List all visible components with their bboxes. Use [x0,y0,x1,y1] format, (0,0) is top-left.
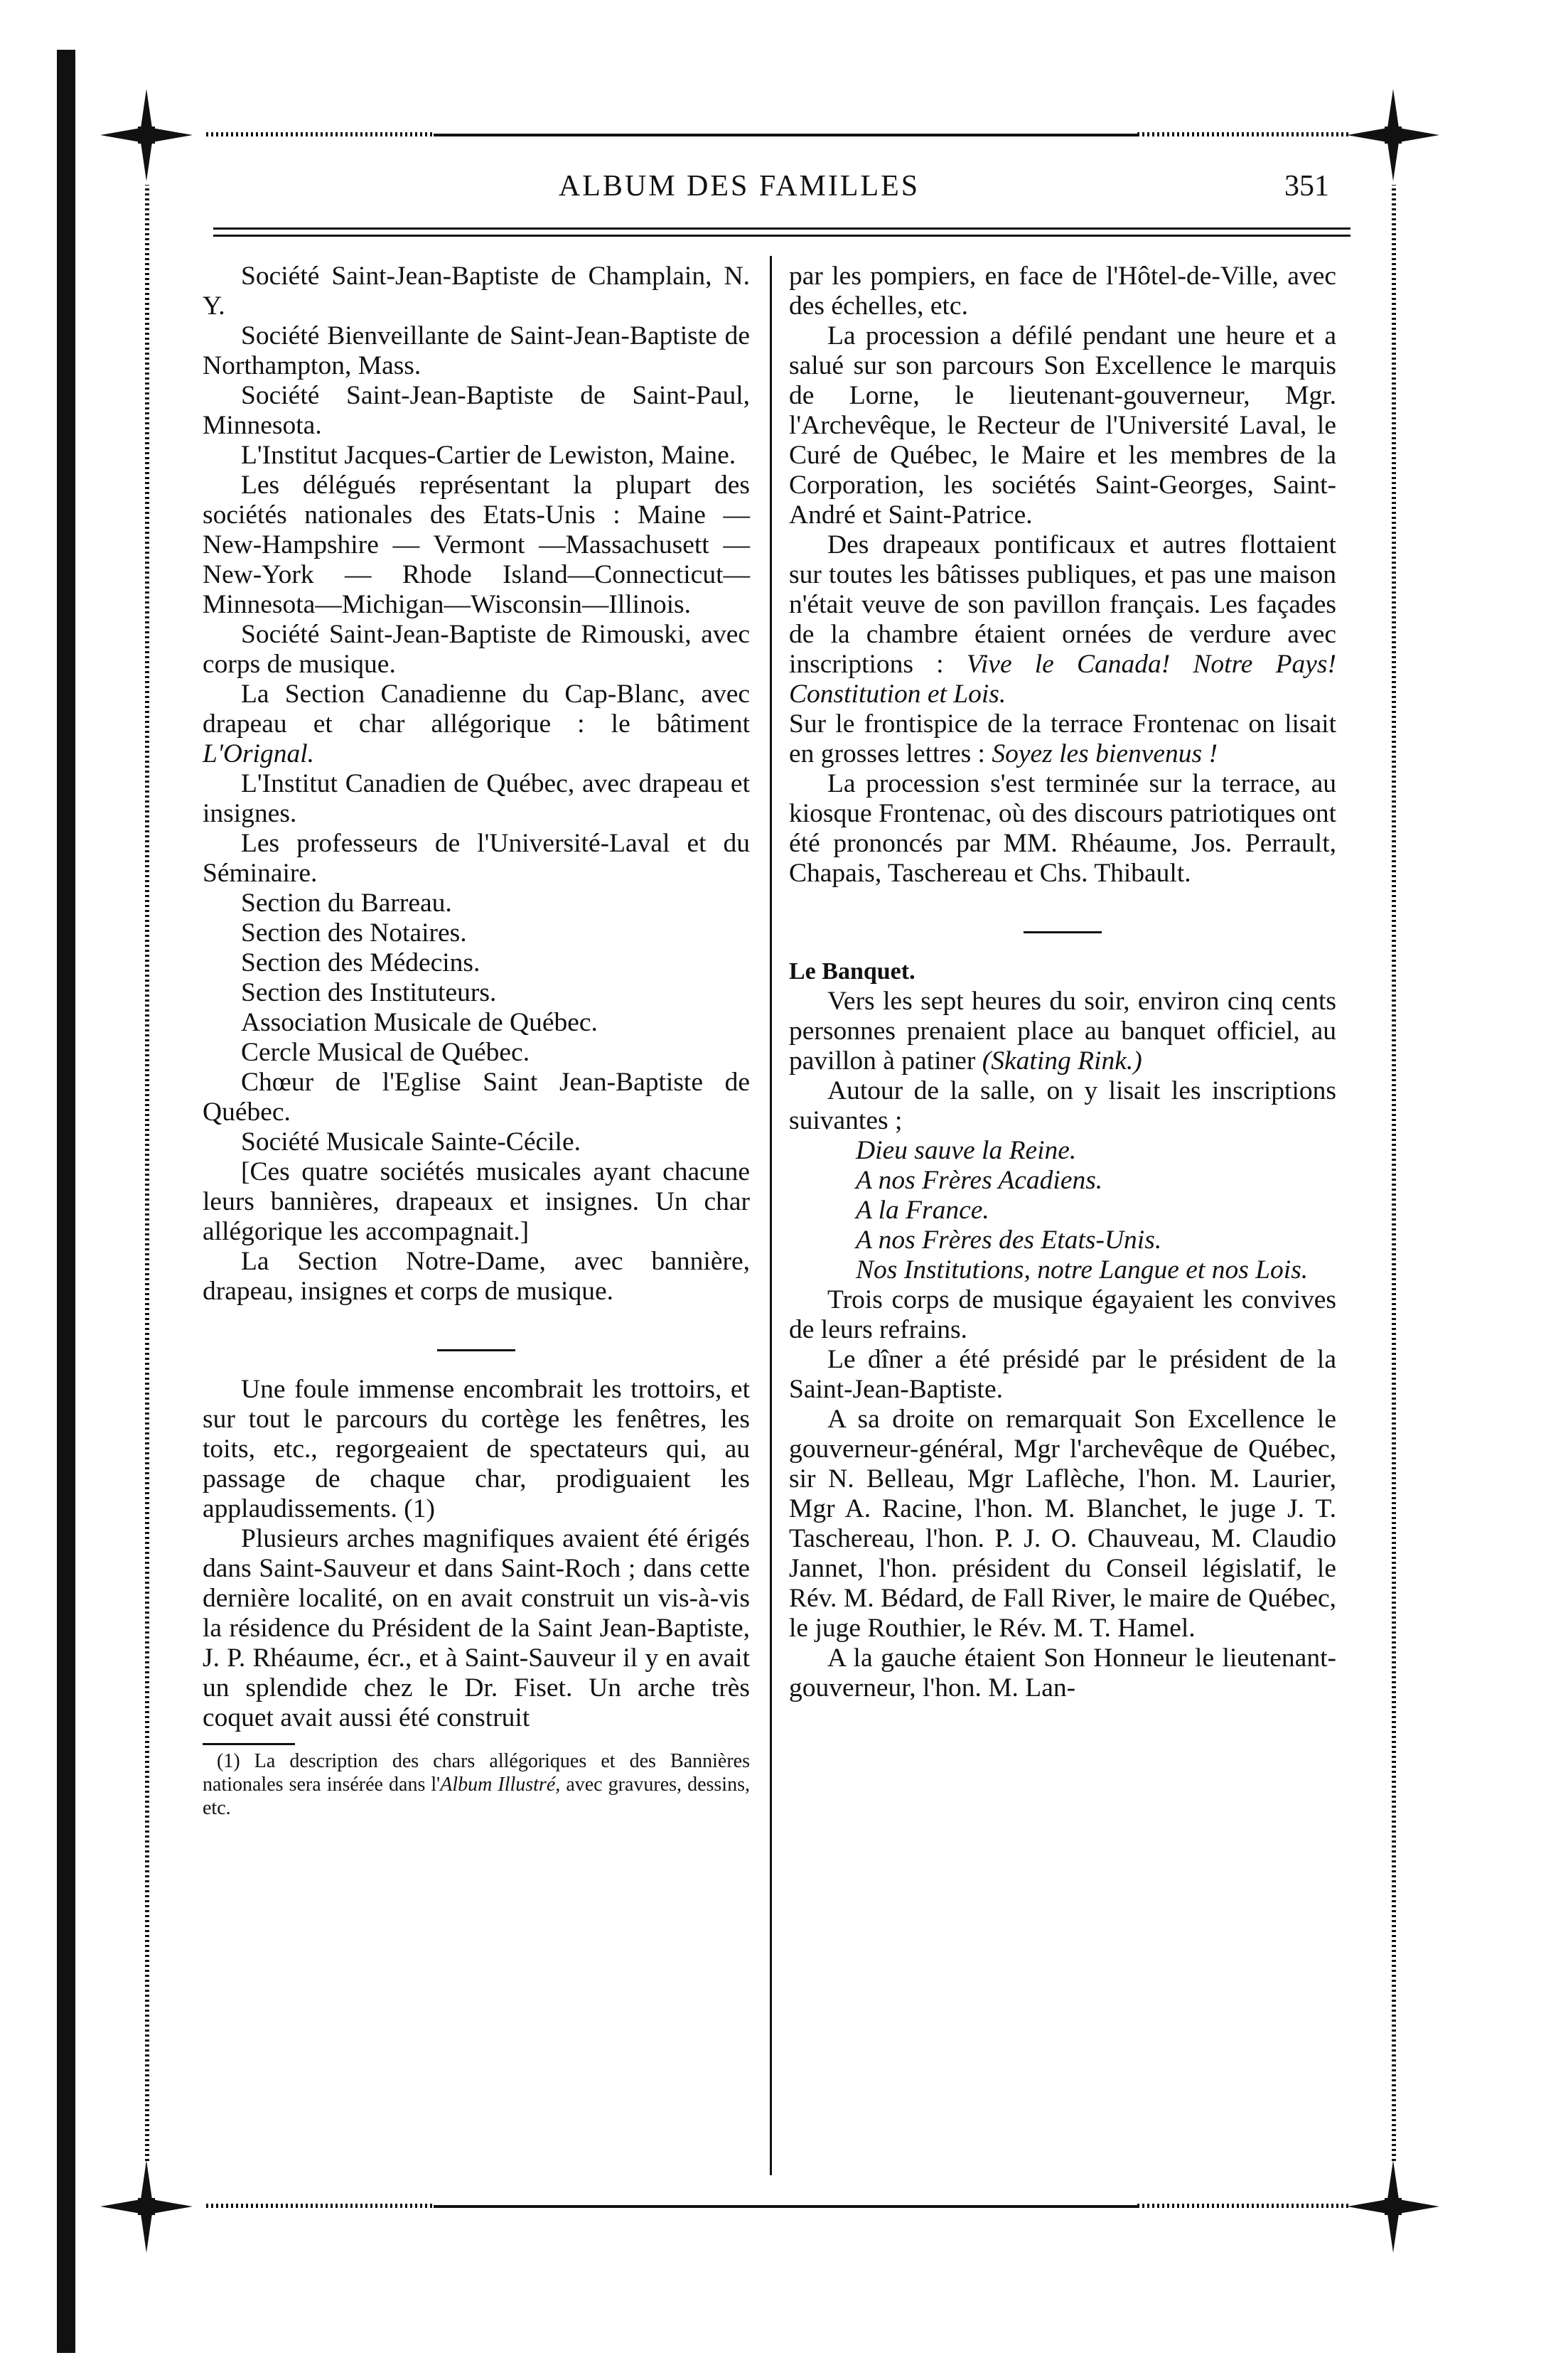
frame-top-rule [434,134,1137,136]
paragraph: Cercle Musical de Québec. [241,1038,530,1067]
inscription-line: Nos Institutions, notre Langue et nos Lois. [856,1255,1309,1285]
running-title: ALBUM DES FAMILLES [558,170,920,203]
paragraph: Section du Barreau. [241,889,452,918]
frame-bottom-dotted-rule-right [1137,2204,1350,2208]
paragraph: Société Saint-Jean-Baptiste de Rimouski, avec corps de musique. [203,620,750,679]
inscription: Soyez les bienvenus ! [992,739,1218,768]
footnote-text-end: avec gravures, dessins, etc. [203,1774,750,1819]
paragraph: La Section Notre-Dame, avec bannière, drapeau, insignes et corps de musique. [203,1247,750,1306]
inscription: Vive le Canada! Notre Pays! Constitution et Lois. [789,650,1336,709]
separator-rule [437,1349,515,1351]
paragraph-text: Des drapeaux pontificaux et autres flottaient sur toutes les bâtisses publiques, et pas une maison n'était veuve de son pavillon français. Les façades de la chambre étaient ornées de verdure avec inscriptions : [789,530,1336,679]
orignal-title: L'Orignal. [203,739,315,768]
column-divider [770,256,772,2175]
paragraph: [Ces quatre sociétés musicales ayant chacune leurs bannières, drapeaux et insignes. Un char allégorique les accompagnait.] [203,1157,750,1246]
paragraph: Association Musicale de Québec. [241,1008,598,1037]
paragraph: Section des Médecins. [241,948,480,977]
header-rule-lower [213,235,1350,237]
paragraph: A sa droite on remarquait Son Excellence le gouverneur-général, Mgr l'archevêque de Québec, sir N. Belleau, Mgr Laflèche, l'hon. M. Laurier, Mgr A. Racine, l'hon. M. Blanchet, le juge J. T. Taschereau, l'hon. P. J. O. Chauveau, M. Claudio Jannet, l'hon. président du Conseil législatif, le Rév. M. Bédard, de Fall River, le maire de Québec, le juge Routhier, le Rév. M. T. Hamel. [789,1405,1336,1643]
section-heading: Le Banquet. [789,958,915,985]
frame-bottom-rule [434,2205,1137,2208]
paragraph-text: La Section Canadienne du Cap-Blanc, avec drapeau et char allégorique : le bâtiment [203,680,750,739]
paragraph: Autour de la salle, on y lisait les inscriptions suivantes ; [789,1076,1336,1135]
page-number: 351 [1284,170,1329,203]
inscription-line: A la France. [856,1196,989,1225]
paragraph [789,530,1336,709]
corner-ornament-bottom-left [97,2157,196,2256]
frame-right-dotted-rule [1392,185,1396,2161]
paragraph: Chœur de l'Eglise Saint Jean-Baptiste de Québec. [203,1068,750,1127]
separator-rule [1024,931,1102,933]
paragraph: Le dîner a été présidé par le président de la Saint-Jean-Baptiste. [789,1345,1336,1404]
paragraph: A la gauche étaient Son Honneur le lieutenant-gouverneur, l'hon. M. Lan- [789,1644,1336,1703]
paragraph: Société Saint-Jean-Baptiste de Champlain, N. Y. [203,262,750,321]
footnote-text: (1) La description des chars allégoriques et des Bannières nationales sera insérée dans l' [203,1750,750,1796]
frame-top-dotted-rule-right [1137,132,1350,136]
corner-ornament-top-right [1343,85,1443,185]
paragraph: La procession s'est terminée sur la terrace, au kiosque Frontenac, où des discours patriotiques ont été prononcés par MM. Rhéaume, Jos. Perrault, Chapais, Taschereau et Chs. Thibault. [789,769,1336,888]
section-separator [789,889,1336,957]
frame-left-bar [57,50,75,2353]
footnote-italic: Album Illustré, [440,1774,561,1796]
paragraph [789,987,1336,1076]
right-column [789,262,1336,1703]
paragraph: L'Institut Canadien de Québec, avec drapeau et insignes. [203,769,750,828]
paragraph: L'Institut Jacques-Cartier de Lewiston, Maine. [241,441,736,470]
paragraph: Les professeurs de l'Université-Laval et du Séminaire. [203,829,750,888]
paragraph: Société Musicale Sainte-Cécile. [241,1127,581,1157]
paragraph: par les pompiers, en face de l'Hôtel-de-Ville, avec des échelles, etc. [789,262,1336,321]
frame-top-dotted-rule [206,132,434,136]
header-rule-upper [213,227,1350,230]
footnote-rule [203,1743,295,1745]
footnote [203,1749,750,1820]
paragraph: Section des Notaires. [241,918,467,948]
running-head [149,169,1329,219]
paragraph-text: Vers les sept heures du soir, environ cinq cents personnes prenaient place au banquet officiel, au pavillon à patiner [789,987,1336,1076]
paragraph [203,680,750,769]
inscription-line: A nos Frères Acadiens. [856,1166,1103,1195]
paragraph: La procession a défilé pendant une heure et a salué sur son parcours Son Excellence le marquis de Lorne, le lieutenant-gouverneur, Mgr. l'Archevêque, le Recteur de l'Université Laval, le Curé de Québec, le Maire et les membres de la Corporation, les sociétés Saint-Georges, Saint-André et Saint-Patrice. [789,321,1336,530]
paragraph: Les délégués représentant la plupart des sociétés nationales des Etats-Unis : Maine — New-Hampshire — Vermont —Massachusett — New-York — Rhode Island—Connecticut—Minnesota—Michigan—Wisconsin—Illinois. [203,471,750,619]
paragraph [789,709,1336,769]
frame-bottom-dotted-rule [206,2204,434,2208]
corner-ornament-bottom-right [1343,2157,1443,2256]
frame-left-dotted-rule [145,185,149,2161]
section-separator [203,1307,750,1375]
skating-rink: (Skating Rink.) [982,1046,1142,1076]
paragraph: Société Bienveillante de Saint-Jean-Baptiste de Northampton, Mass. [203,321,750,380]
paragraph: Trois corps de musique égayaient les convives de leurs refrains. [789,1285,1336,1344]
paragraph: Section des Instituteurs. [241,978,497,1007]
inscription-line: Dieu sauve la Reine. [856,1136,1077,1165]
paragraph: Une foule immense encombrait les trottoirs, et sur tout le parcours du cortège les fenêtres, les toits, etc., regorgeaient de spectateurs qui, au passage de chaque char, prodiguaient les applaudissements. (1) [203,1375,750,1523]
paragraph-text: Sur le frontispice de la terrace Frontenac on lisait en grosses lettres : [789,709,1336,768]
paragraph: Société Saint-Jean-Baptiste de Saint-Paul, Minnesota. [203,381,750,440]
inscription-line: A nos Frères des Etats-Unis. [856,1226,1162,1255]
left-column [203,262,750,1820]
paragraph: Plusieurs arches magnifiques avaient été érigés dans Saint-Sauveur et dans Saint-Roch ; dans cette dernière localité, on en avait construit un vis-à-vis la résidence du Président de la Saint Jean-Baptiste, J. P. Rhéaume, écr., et à Saint-Sauveur il y en avait un splendide chez le Dr. Fiset. Un arche très coquet avait aussi été construit [203,1524,750,1732]
